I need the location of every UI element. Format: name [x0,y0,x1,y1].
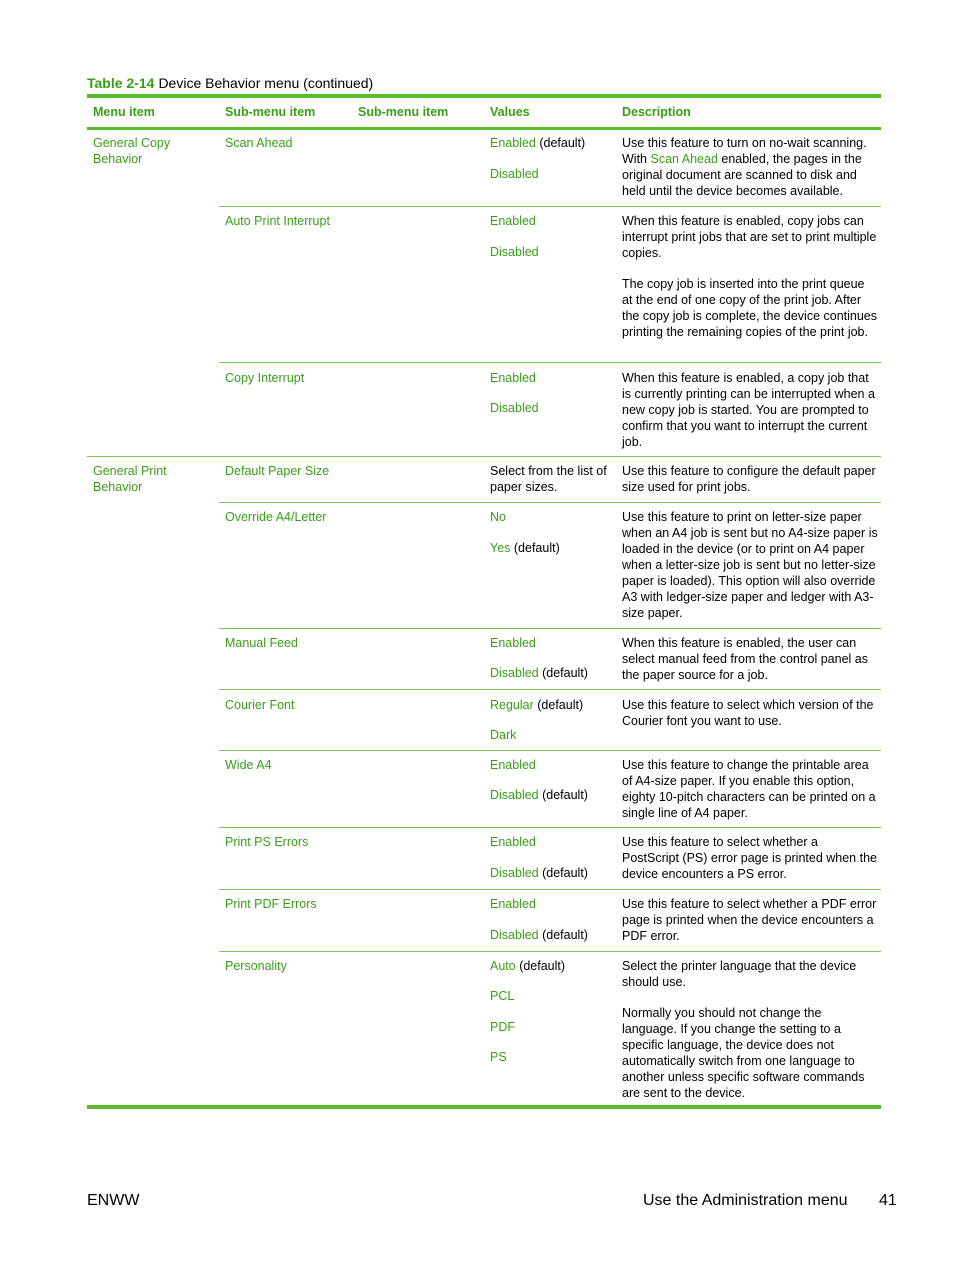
value-auto: Auto (default) [490,959,566,973]
value-disabled: Disabled (default) [490,928,588,942]
description-wide-a4: Use this feature to change the printable area of A4-size paper. If you enable this option, eighty 10-pitch characters can be printed on a single line of A4 paper. [622,758,876,820]
table-bottom-rule [87,1105,881,1109]
header-menu-item: Menu item [93,105,155,119]
value-yes: Yes (default) [490,541,560,555]
sub-menu-courier-font: Courier Font [225,698,295,712]
sub-menu-wide-a4: Wide A4 [225,758,272,772]
value-enabled: Enabled [490,758,536,772]
header-bottom-rule [87,127,881,130]
value-pcl: PCL [490,989,515,1003]
value-regular: Regular (default) [490,698,584,712]
sub-menu-copy-interrupt: Copy Interrupt [225,371,305,385]
page-number: 41 [879,1192,897,1209]
row-divider [219,750,881,751]
description-print-ps-errors: Use this feature to select whether a PostScript (PS) error page is printed when the device encounters a PS error. [622,835,877,881]
row-divider [219,951,881,952]
table-title: Device Behavior menu (continued) [158,75,374,91]
row-divider [219,689,881,690]
sub-menu-print-pdf-errors: Print PDF Errors [225,897,317,911]
value-pdf: PDF [490,1020,515,1034]
description-print-pdf-errors: Use this feature to select whether a PDF error page is printed when the device encounters a PDF error. [622,897,877,943]
header-sub-menu-item-1: Sub-menu item [225,105,316,119]
sub-menu-default-paper-size: Default Paper Size [225,464,330,478]
table-number: Table 2-14 [87,75,155,91]
description-courier-font: Use this feature to select which version of the Courier font you want to use. [622,698,874,728]
value-select-paper-size: Select from the list of paper sizes. [490,464,607,494]
row-divider [219,628,881,629]
value-no: No [490,510,506,524]
description-override-a4-letter: Use this feature to print on letter-size paper when an A4 job is sent but no A4-size paper is loaded in the device (or to print on A4 paper when a letter-size job is sent but no letter-size paper is loaded). This option will also override A3 with ledger-size paper and ledger with A3-size paper. [622,510,878,620]
value-enabled: Enabled (default) [490,136,586,150]
table-caption [87,75,373,91]
sub-menu-personality: Personality [225,959,287,973]
header-values: Values [490,105,530,119]
row-divider [219,502,881,503]
value-disabled: Disabled (default) [490,788,588,802]
description-personality: Select the printer language that the device should use. Normally you should not change the language. If you change the setting to a specific language, the device does not automatically switch from one language to another unless specific software commands are sent to the device. [622,959,865,1100]
sub-menu-manual-feed: Manual Feed [225,636,298,650]
value-enabled: Enabled [490,636,536,650]
value-enabled: Enabled [490,897,536,911]
value-disabled: Disabled [490,401,539,415]
footer-left: ENWW [87,1192,140,1209]
header-description: Description [622,105,691,119]
value-enabled: Enabled [490,371,536,385]
row-divider [219,827,881,828]
value-disabled: Disabled (default) [490,866,588,880]
sub-menu-scan-ahead: Scan Ahead [225,136,293,150]
sub-menu-auto-print-interrupt: Auto Print Interrupt [225,214,330,228]
header-sub-menu-item-2: Sub-menu item [358,105,449,119]
description-manual-feed: When this feature is enabled, the user can select manual feed from the control panel as the paper source for a job. [622,636,868,682]
row-divider [219,362,881,363]
sub-menu-print-ps-errors: Print PS Errors [225,835,309,849]
value-disabled: Disabled [490,167,539,181]
value-enabled: Enabled [490,835,536,849]
row-divider [219,889,881,890]
footer-section-title: Use the Administration menu [643,1192,848,1209]
description-default-paper-size: Use this feature to configure the default paper size used for print jobs. [622,464,876,494]
description-copy-interrupt: When this feature is enabled, a copy job that is currently printing can be interrupted when a new copy job is started. You are prompted to confirm that you want to interrupt the current job. [622,371,875,449]
value-enabled: Enabled [490,214,536,228]
value-ps: PS [490,1050,507,1064]
description-scan-ahead: Use this feature to turn on no-wait scanning. With Scan Ahead enabled, the pages in the original document are scanned to disk and held until the device becomes available. [622,136,867,198]
row-divider [219,206,881,207]
sub-menu-override-a4-letter: Override A4/Letter [225,510,327,524]
value-disabled: Disabled (default) [490,666,588,680]
row-divider [87,456,881,457]
table-top-rule [87,94,881,98]
value-dark: Dark [490,728,517,742]
description-auto-print-interrupt: When this feature is enabled, copy jobs can interrupt print jobs that are set to print multiple copies. The copy job is inserted into the print queue at the end of one copy of the print job. After the copy job is complete, the device continues printing the remaining copies of the print job. [622,214,878,339]
menu-item-general-print: General Print Behavior [93,464,167,494]
value-disabled: Disabled [490,245,539,259]
menu-item-general-copy: General Copy Behavior [93,136,171,166]
